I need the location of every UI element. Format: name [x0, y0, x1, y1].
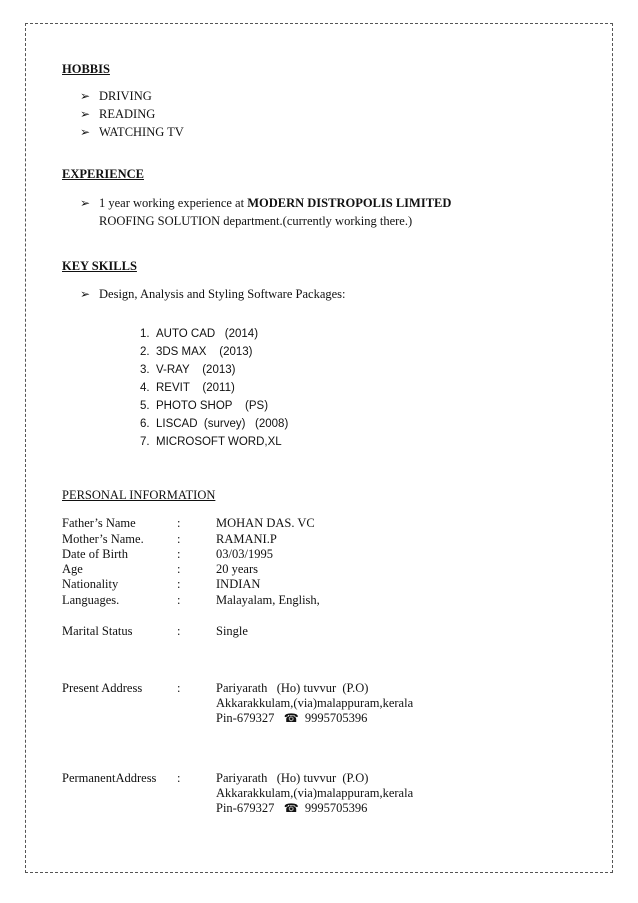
phone-icon: ☎	[283, 711, 299, 725]
skills-intro: Design, Analysis and Styling Software Packages:	[99, 287, 346, 301]
present-address-pin: Pin-679327	[216, 711, 275, 725]
personal-label: Age	[62, 562, 83, 576]
present-address-line-1: Pariyarath (Ho) tuvvur (P.O)	[216, 681, 369, 695]
hobbies-heading: HOBBIS	[62, 62, 110, 76]
present-address-line-2: Akkarakkulam,(via)malappuram,kerala	[216, 696, 414, 710]
skill-item	[140, 344, 253, 360]
company-name: MODERN DISTROPOLIS LIMITED	[247, 196, 452, 210]
page-border	[25, 23, 613, 873]
skill-text: V-RAY (2013)	[155, 364, 236, 376]
personal-label: Mother’s Name.	[62, 532, 144, 546]
skill-number: 4.	[140, 382, 150, 394]
personal-separator: :	[177, 577, 181, 591]
personal-separator: :	[177, 624, 181, 638]
permanent-address-line-1: Pariyarath (Ho) tuvvur (P.O)	[216, 771, 369, 785]
skill-item	[140, 380, 235, 396]
skill-text: AUTO CAD (2014)	[155, 328, 259, 340]
personal-separator: :	[177, 547, 181, 561]
experience-heading: EXPERIENCE	[62, 167, 144, 181]
skill-item	[140, 434, 282, 450]
experience-line	[99, 195, 451, 211]
skill-number: 6.	[140, 418, 150, 430]
personal-value: 20 years	[216, 562, 258, 576]
personal-value: RAMANI.P	[216, 532, 277, 546]
hobby-item: DRIVING	[99, 89, 152, 103]
present-address-contact	[216, 710, 367, 726]
permanent-address-separator: :	[177, 771, 181, 785]
arrow-bullet-icon: ➢	[80, 107, 91, 121]
skill-text: MICROSOFT WORD,XL	[155, 436, 282, 448]
skill-text: PHOTO SHOP (PS)	[155, 400, 269, 412]
skill-item	[140, 416, 288, 432]
personal-value: INDIAN	[216, 577, 261, 591]
personal-info-heading: PERSONAL INFORMATION	[62, 488, 216, 502]
skill-number: 1.	[140, 328, 150, 340]
personal-label: Marital Status	[62, 624, 133, 638]
skill-number: 2.	[140, 346, 150, 358]
personal-separator: :	[177, 516, 181, 530]
permanent-address-phone: 9995705396	[304, 801, 368, 815]
hobby-item: WATCHING TV	[99, 125, 184, 139]
arrow-bullet-icon: ➢	[80, 125, 91, 139]
permanent-address-contact	[216, 800, 367, 816]
key-skills-heading: KEY SKILLS	[62, 259, 137, 273]
personal-label: Nationality	[62, 577, 119, 591]
arrow-bullet-icon: ➢	[80, 196, 91, 210]
arrow-bullet-icon: ➢	[80, 287, 91, 301]
skill-text: LISCAD (survey) (2008)	[155, 418, 289, 430]
skill-item	[140, 362, 235, 378]
hobby-item: READING	[99, 107, 156, 121]
present-address-phone: 9995705396	[304, 711, 368, 725]
personal-value: Malayalam, English,	[216, 593, 320, 607]
skill-number: 5.	[140, 400, 150, 412]
skill-item	[140, 398, 268, 414]
personal-label: Date of Birth	[62, 547, 128, 561]
skill-text: REVIT (2011)	[155, 382, 235, 394]
personal-value: Single	[216, 624, 248, 638]
present-address-label: Present Address	[62, 681, 143, 695]
personal-label: Languages.	[62, 593, 120, 607]
skill-number: 3.	[140, 364, 150, 376]
personal-separator: :	[177, 593, 181, 607]
experience-line-2: ROOFING SOLUTION department.(currently working there.)	[99, 214, 413, 228]
phone-icon: ☎	[283, 801, 299, 815]
personal-separator: :	[177, 562, 181, 576]
skill-text: 3DS MAX (2013)	[155, 346, 253, 358]
experience-prefix: 1 year working experience at	[99, 196, 245, 210]
arrow-bullet-icon: ➢	[80, 89, 91, 103]
personal-value: 03/03/1995	[216, 547, 273, 561]
permanent-address-line-2: Akkarakkulam,(via)malappuram,kerala	[216, 786, 414, 800]
permanent-address-pin: Pin-679327	[216, 801, 275, 815]
permanent-address-label: PermanentAddress	[62, 771, 157, 785]
personal-label: Father’s Name	[62, 516, 136, 530]
personal-separator: :	[177, 532, 181, 546]
present-address-separator: :	[177, 681, 181, 695]
skill-number: 7.	[140, 436, 150, 448]
skill-item	[140, 326, 258, 342]
personal-value: MOHAN DAS. VC	[216, 516, 315, 530]
